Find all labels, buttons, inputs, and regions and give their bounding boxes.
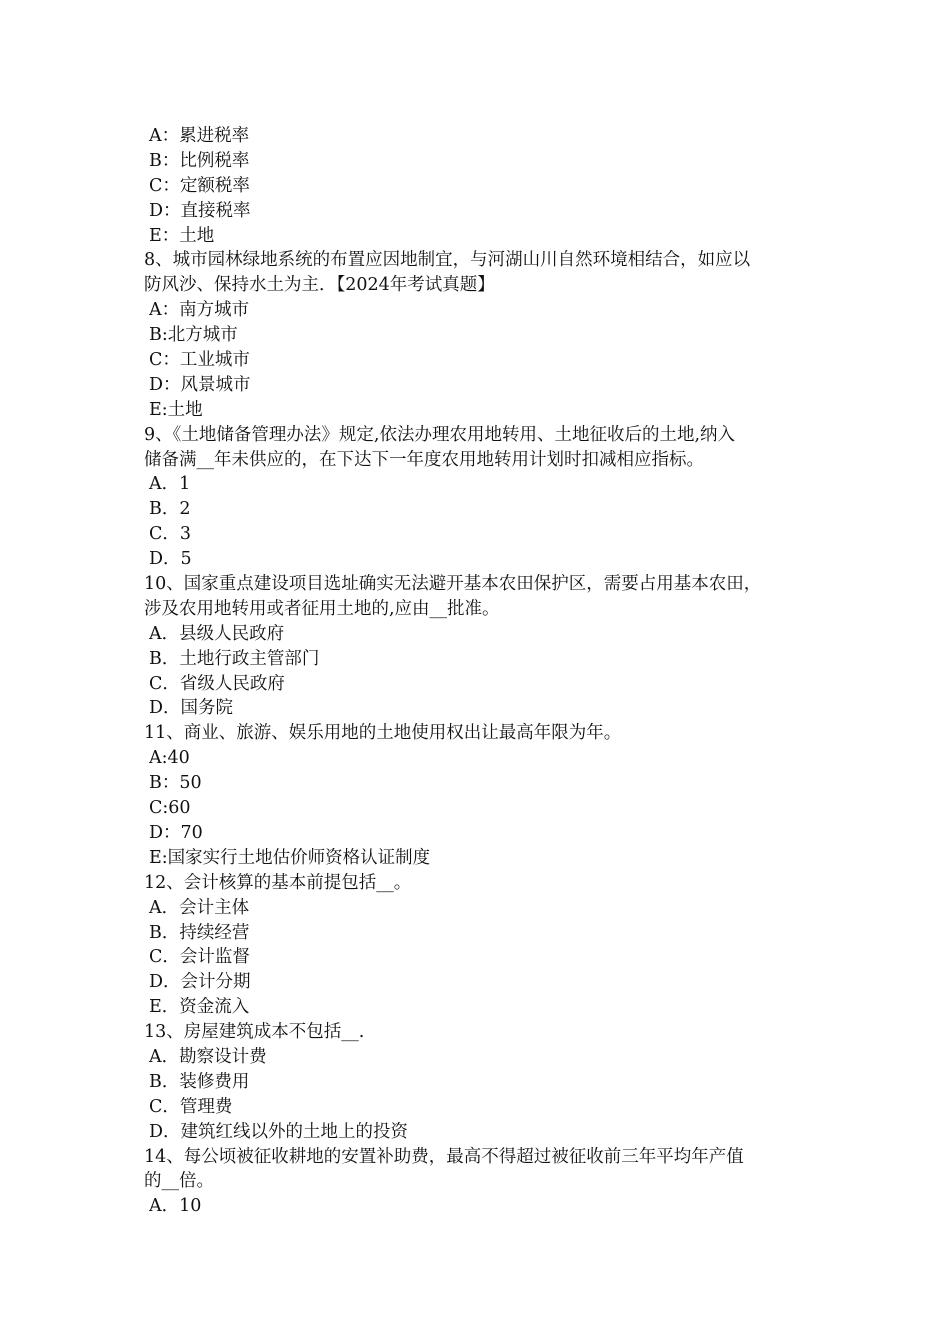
question-text: 12、会计核算的基本前提包括__。: [144, 872, 412, 893]
question-text: 13、房屋建筑成本不包括__.: [144, 1022, 365, 1043]
answer-option: A．勘察设计费: [149, 1046, 267, 1067]
answer-option: A：南方城市: [149, 300, 250, 321]
answer-option: A．会计主体: [149, 897, 250, 918]
answer-option: B．持续经营: [149, 922, 250, 943]
answer-option: B．装修费用: [149, 1071, 250, 1092]
question-text: 9、《土地储备管理办法》规定,依法办理农用地转用、土地征收后的土地,纳入: [144, 424, 736, 445]
answer-option: A．县级人民政府: [149, 623, 285, 644]
answer-option: D．会计分期: [149, 972, 251, 993]
answer-option: D．国务院: [149, 698, 234, 719]
answer-option: C：工业城市: [149, 350, 250, 371]
answer-option: E．资金流入: [149, 997, 250, 1018]
answer-option: B．土地行政主管部门: [149, 648, 320, 669]
answer-option: D：直接税率: [149, 200, 251, 221]
answer-option: A:40: [149, 748, 190, 769]
question-text: 10、国家重点建设项目选址确实无法避开基本农田保护区，需要占用基本农田，: [144, 574, 762, 595]
answer-option: C．省级人民政府: [149, 673, 285, 694]
answer-option: C：定额税率: [149, 175, 250, 196]
answer-option: A：累进税率: [149, 126, 250, 146]
answer-option: B．2: [149, 499, 191, 520]
answer-option: D．5: [149, 549, 192, 570]
answer-option: C:60: [149, 798, 191, 819]
answer-option: D．建筑红线以外的土地上的投资: [149, 1121, 409, 1142]
answer-option: B:北方城市: [149, 325, 238, 346]
question-text: 14、每公顷被征收耕地的安置补助费，最高不得超过被征收前三年平均年产值: [144, 1146, 744, 1167]
answer-option: C．会计监督: [149, 947, 250, 968]
answer-option: E：土地: [149, 225, 215, 246]
answer-option: C．管理费: [149, 1096, 233, 1117]
answer-option: C．3: [149, 524, 192, 545]
answer-option: E:土地: [149, 399, 203, 420]
answer-option: E:国家实行土地估价师资格认证制度: [149, 847, 431, 868]
answer-option: D：70: [149, 822, 203, 843]
question-text: 防风沙、保持水土为主．【2024年考试真题】: [144, 275, 495, 296]
question-text: 储备满__年未供应的，在下达下一年度农用地转用计划时扣减相应指标。: [144, 449, 704, 470]
answer-option: D：风景城市: [149, 374, 251, 395]
question-text: 的__倍。: [144, 1171, 214, 1192]
answer-option: A．1: [149, 474, 191, 495]
answer-option: B：比例税率: [149, 150, 250, 171]
question-text: 8、城市园林绿地系统的布置应因地制宜，与河湖山川自然环境相结合，如应以: [144, 250, 751, 271]
document-page: [144, 124, 834, 1219]
question-text: 涉及农用地转用或者征用土地的,应由__批准。: [144, 598, 500, 619]
answer-option: A．10: [149, 1196, 202, 1217]
question-text: 11、商业、旅游、娱乐用地的土地使用权出让最高年限为年。: [144, 723, 622, 744]
answer-option: B：50: [149, 773, 202, 794]
